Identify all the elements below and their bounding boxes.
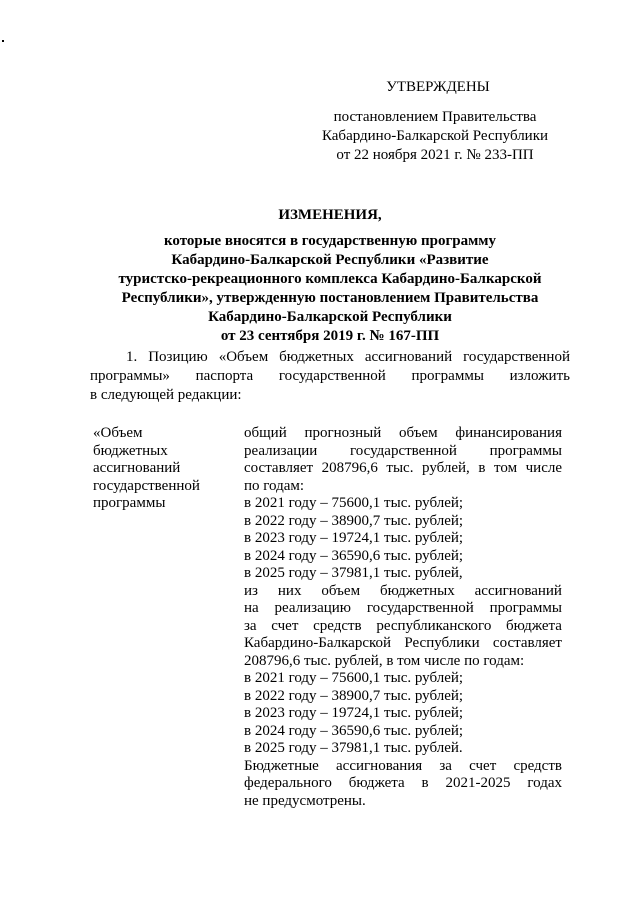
word: общий [244,425,287,441]
left-cell-line: «Объем [93,425,143,441]
word: изложить [509,368,570,384]
paragraph-1 [90,348,570,405]
word: счет [271,617,299,634]
approval-line: Кабардино-Балкарской Республики [321,128,549,144]
paragraph-line: в следующей редакции: [90,387,242,403]
text-line: по годам: [244,477,305,494]
word: ассигнования [336,757,423,774]
paragraph-line [90,367,570,386]
year-line: в 2024 году – 36590,6 тыс. рублей; [244,547,464,564]
word: прогнозный [304,425,382,441]
word: ассигнований [474,582,562,599]
justified-line [244,758,562,776]
year-line: в 2023 году – 19724,1 тыс. рублей; [244,705,464,721]
word: рублей, [422,460,470,476]
word: программы [489,442,562,459]
word: программы [411,368,484,384]
word: 208796,6 [321,460,378,476]
justified-line [244,583,562,601]
word: за [244,617,257,634]
page-mark [2,40,4,42]
year-line: в 2023 году – 19724,1 тыс. рублей; [244,530,464,546]
document-title: ИЗМЕНЕНИЯ, [278,207,382,223]
word: средств [513,757,562,774]
document-subtitle [96,232,564,346]
text-line: 208796,6 тыс. рублей, в том числе по годам: [244,652,525,669]
word: реализацию [274,600,352,616]
justified-line [244,618,562,636]
word: бюджета [506,617,562,634]
word: Позицию [148,349,208,365]
word: составляет [492,635,562,651]
word: объем [321,582,361,599]
left-cell-line: государственной [93,477,200,494]
word: программы [489,600,562,616]
year-line: в 2022 году – 38900,7 тыс. рублей; [244,687,464,704]
word: числе [525,460,562,476]
word: счет [469,757,497,774]
year-line: в 2021 году – 75600,1 тыс. рублей; [244,495,464,511]
approval-line: постановлением Правительства [333,109,537,125]
approval-block [300,78,570,165]
word: Бюджетные [244,757,319,774]
word: составляет [244,460,314,476]
approval-line: от 22 ноября 2021 г. № 233-ПП [336,147,534,163]
approval-heading: УТВЕРЖДЕНЫ [386,79,490,95]
text-line: не предусмотрены. [244,792,366,809]
subtitle-line: Республики», утвержденную постановлением Правительства [121,290,539,306]
word: них [277,582,302,599]
year-line: в 2025 году – 37981,1 тыс. рублей. [244,740,463,756]
word: 1. [126,349,138,365]
word: федерального [244,775,332,791]
word: за [439,757,452,774]
subtitle-line: которые вносятся в государственную программу [163,233,497,249]
word: республиканского [376,617,492,634]
left-cell-line: бюджетных [93,442,168,459]
word: бюджетных [380,582,455,599]
left-cell-line: программы [93,495,166,511]
word: объем [398,425,438,441]
justified-line [244,635,562,653]
word: ассигнований [364,349,453,365]
word: Кабардино-Балкарской [244,635,392,651]
word: Республики [404,635,480,651]
subtitle-line: от 23 сентября 2019 г. № 167-ПП [220,328,440,344]
word: на [244,600,259,616]
word: средств [313,617,362,634]
word: паспорта [195,368,254,384]
table-right-cell [244,425,562,810]
year-line: в 2024 году – 36590,6 тыс. рублей; [244,722,464,739]
year-line: в 2025 году – 37981,1 тыс. рублей, [244,565,463,581]
subtitle-line: Кабардино-Балкарской Республики «Развитие [171,252,489,268]
subtitle-line: Кабардино-Балкарской Республики [208,309,452,325]
justified-line [244,775,562,793]
word: в [478,460,486,476]
word: в [421,775,429,791]
table-left-cell [93,425,228,513]
justified-line [244,600,562,618]
word: государственной [463,349,570,365]
word: 2021-2025 [445,775,511,791]
word: тыс. [386,460,414,476]
word: программы» [90,368,170,384]
justified-line [244,460,562,478]
word: «Объем [218,349,269,365]
word: государственной [350,442,457,459]
word: бюджетных [279,349,354,365]
year-line: в 2022 году – 38900,7 тыс. рублей; [244,512,464,529]
word: государственной [366,600,474,616]
word: реализации [244,442,318,459]
paragraph-line [90,348,570,367]
left-cell-line: ассигнований [93,460,181,476]
word: из [244,582,258,599]
word: годах [527,775,562,791]
justified-line [244,425,562,443]
word: государственной [278,368,386,384]
subtitle-line: туристско-рекреационного комплекса Кабардино-Балкарской [118,271,542,287]
word: том [494,460,518,476]
word: финансирования [455,425,562,441]
year-line: в 2021 году – 75600,1 тыс. рублей; [244,670,464,686]
word: бюджета [348,775,405,791]
justified-line [244,443,562,461]
